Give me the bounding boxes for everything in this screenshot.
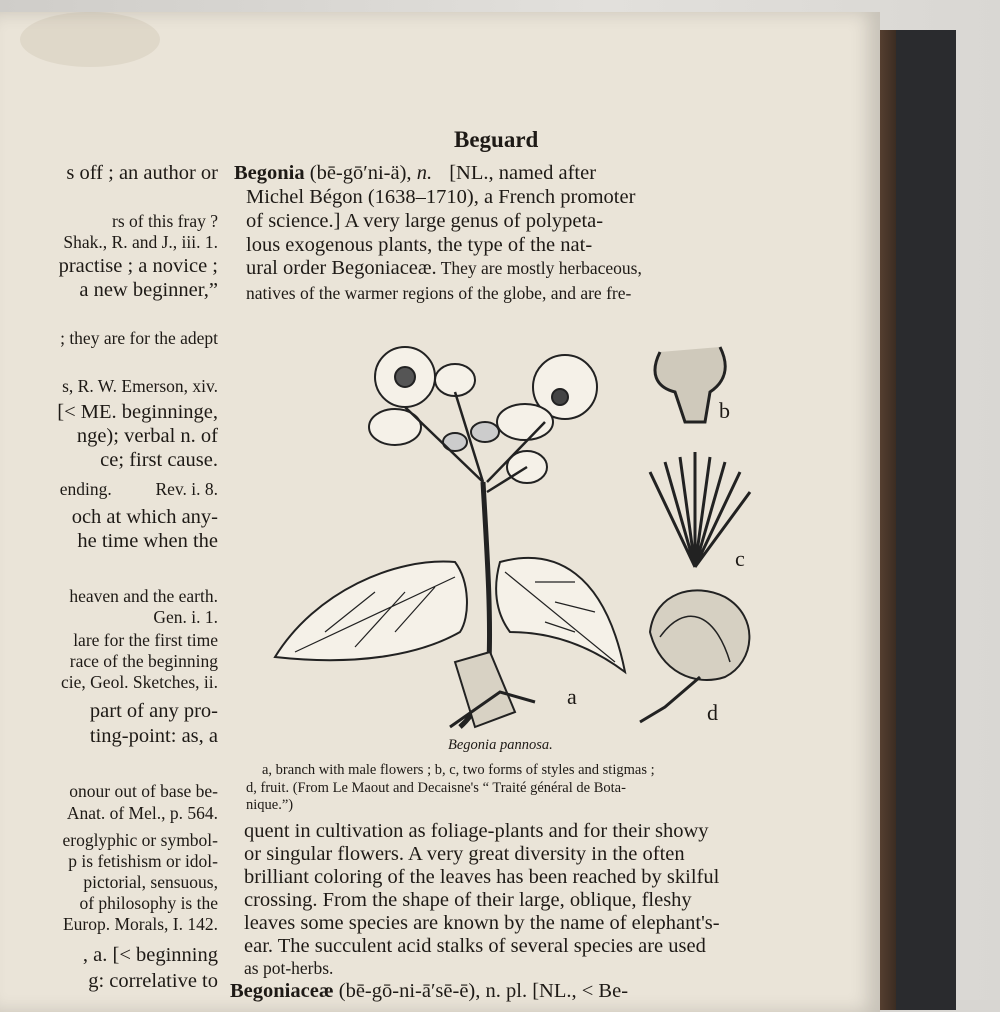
left-line: practise ; a novice ; — [58, 255, 218, 277]
entry-continuation-line: brilliant coloring of the leaves has been reached by skilful — [244, 866, 720, 888]
left-line: lare for the first time — [73, 630, 218, 650]
entry-continuation-line: quent in cultivation as foliage-plants and for their showy — [244, 820, 709, 842]
left-line: race of the beginning — [69, 651, 218, 671]
entry-line: ural order Begoniaceæ. — [246, 257, 437, 279]
left-line: s off ; an author or — [66, 162, 218, 184]
next-headword: Begoniaceæ — [230, 980, 334, 1002]
entry-line-mixed — [246, 257, 642, 279]
entry-line: lous exogenous plants, the type of the nat- — [246, 234, 593, 256]
left-line: pictorial, sensuous, — [83, 872, 218, 892]
label-a: a — [567, 684, 577, 709]
begonia-illustration — [255, 332, 775, 752]
left-line: heaven and the earth. — [69, 586, 218, 606]
left-line: cie, Geol. Sketches, ii. — [61, 672, 218, 692]
headword: Begonia — [234, 162, 305, 184]
entry-line: Michel Bégon (1638–1710), a French promoter — [246, 186, 636, 208]
label-b: b — [719, 398, 730, 423]
figure-caption: a, branch with male flowers ; b, c, two forms of styles and stigmas ; — [262, 762, 655, 778]
next-pronunciation: (bē-gō-ni-ā′sē-ē), n. pl. — [338, 980, 528, 1002]
entry-continuation-line: ear. The succulent acid stalks of several species are used — [244, 935, 706, 957]
left-line: ting-point: as, a — [89, 725, 218, 747]
entry-line: of science.] A very large genus of polypeta- — [246, 210, 604, 232]
left-line: [< ME. beginninge, — [57, 401, 218, 423]
entry-continuation-line: crossing. From the shape of their large, oblique, fleshy — [244, 889, 692, 911]
left-line: nge); verbal n. of — [76, 425, 218, 447]
page-header: Beguard — [454, 127, 539, 152]
etymology-start: [NL., named after — [449, 162, 597, 184]
next-entry-line — [230, 980, 628, 1002]
entry-continuation-line: leaves some species are known by the name of elephant's- — [244, 912, 720, 934]
left-line: ending. Rev. i. 8. — [59, 479, 218, 499]
left-line: he time when the — [77, 530, 218, 552]
left-line: ce; first cause. — [100, 449, 218, 471]
left-line: ; they are for the adept — [60, 328, 218, 348]
figure-caption: nique.”) — [246, 797, 294, 813]
left-line: g: correlative to — [88, 970, 218, 992]
entry-line-small: natives of the warmer regions of the globe, and are fre- — [246, 283, 632, 303]
plant-drawing — [255, 332, 775, 752]
entry-continuation-line: as pot-herbs. — [244, 958, 334, 978]
left-line: Gen. i. 1. — [153, 607, 218, 627]
left-line: p is fetishism or idol- — [68, 851, 218, 871]
label-d: d — [707, 700, 718, 725]
left-column — [0, 12, 218, 1012]
left-line: s, R. W. Emerson, xiv. — [62, 376, 218, 396]
left-line: onour out of base be- — [69, 781, 218, 801]
left-line: , a. [< beginning — [82, 944, 218, 966]
entry-line-small: They are mostly herbaceous, — [440, 258, 642, 278]
left-line: of philosophy is the — [79, 893, 218, 913]
label-c: c — [735, 546, 745, 571]
left-line: part of any pro- — [89, 700, 218, 722]
entry-continuation-line: or singular flowers. A very great diversity in the often — [244, 843, 685, 865]
left-line: och at which any- — [71, 506, 218, 528]
part-of-speech: n. — [416, 162, 433, 184]
left-line: Shak., R. and J., iii. 1. — [63, 232, 218, 252]
pronunciation: (bē-gō′ni-ä), — [309, 162, 412, 184]
entry-first-line — [234, 162, 596, 184]
dictionary-page — [0, 12, 880, 1012]
left-line: Anat. of Mel., p. 564. — [66, 803, 218, 823]
next-etymology: [NL., < Be- — [532, 980, 629, 1002]
left-line: Europ. Morals, I. 142. — [62, 914, 218, 934]
figure-caption: d, fruit. (From Le Maout and Decaisne's “ Traité général de Bota- — [246, 780, 626, 796]
left-line: eroglyphic or symbol- — [62, 830, 218, 850]
left-line: a new beginner,” — [79, 279, 218, 301]
left-line: rs of this fray ? — [112, 211, 218, 231]
figure-title: Begonia pannosa. — [448, 737, 553, 753]
